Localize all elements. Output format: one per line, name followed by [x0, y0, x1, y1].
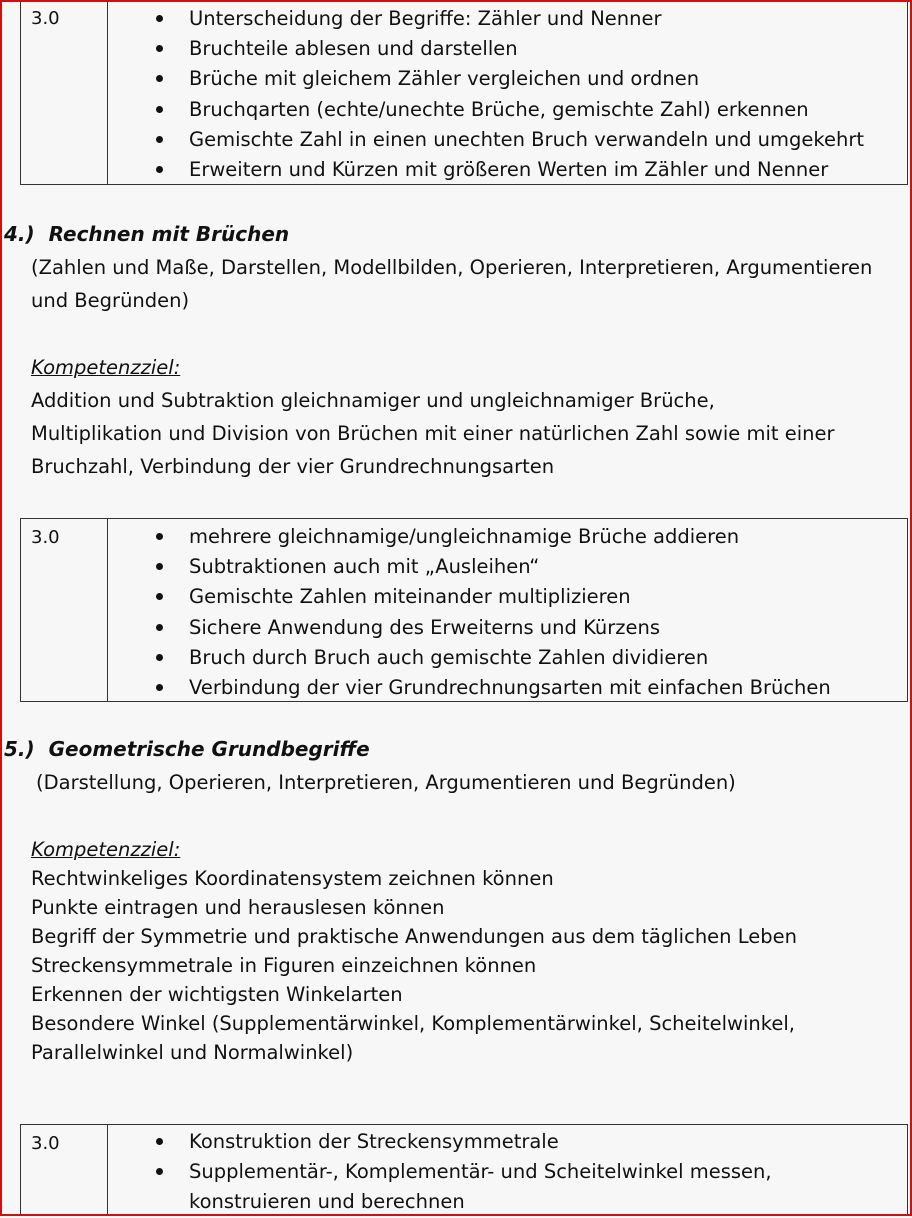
goal-label: Kompetenzziel:: [31, 356, 181, 379]
section-number: 5.): [4, 737, 35, 761]
table-grade-3-fractions-basics: [20, 0, 908, 185]
list-item: Subtraktionen auch mit „Ausleihen“: [189, 552, 897, 582]
goal-line: Besondere Winkel (Supplementärwinkel, Komplementärwinkel, Scheitelwinkel,: [31, 1012, 795, 1035]
level-cell: 3.0: [21, 1125, 108, 1216]
list-item: Brüche mit gleichem Zähler vergleichen und ordnen: [189, 64, 897, 94]
goal-label: Kompetenzziel:: [31, 838, 181, 861]
list-item: Verbindung der vier Grundrechnungsarten mit einfachen Brüchen: [189, 673, 897, 703]
goal-line: Multiplikation und Division von Brüchen mit einer natürlichen Zahl sowie mit einer: [31, 422, 835, 445]
section-heading: [4, 737, 370, 761]
bullet-list: [189, 4, 897, 185]
goal-line: Addition und Subtraktion gleichnamiger und ungleichnamiger Brüche,: [31, 389, 715, 412]
section-heading: [4, 222, 289, 246]
table-grade-3-geometry: [20, 1124, 908, 1216]
goal-line: Bruchzahl, Verbindung der vier Grundrechnungsarten: [31, 455, 555, 478]
list-item: Bruchqarten (echte/unechte Brüche, gemischte Zahl) erkennen: [189, 95, 897, 125]
list-item: Konstruktion der Streckensymmetrale: [189, 1127, 897, 1157]
list-item: Bruch durch Bruch auch gemischte Zahlen dividieren: [189, 643, 897, 673]
goal-line: Begriff der Symmetrie und praktische Anwendungen aus dem täglichen Leben: [31, 925, 797, 948]
competency-areas: (Darstellung, Operieren, Interpretieren, Argumentieren und Begründen): [36, 771, 736, 794]
section-title: Geometrische Grundbegriffe: [48, 737, 370, 761]
list-item: Gemischte Zahlen miteinander multiplizieren: [189, 582, 897, 612]
bullet-list: [189, 522, 897, 703]
list-item: Supplementär-, Komplementär- und Scheitelwinkel messen, konstruieren und berechnen: [189, 1157, 889, 1217]
goal-line: Streckensymmetrale in Figuren einzeichnen können: [31, 954, 537, 977]
list-item: Unterscheidung der Begriffe: Zähler und Nenner: [189, 4, 897, 34]
section-title: Rechnen mit Brüchen: [48, 222, 290, 246]
level-cell: 3.0: [21, 519, 108, 701]
competency-areas-cont: und Begründen): [31, 289, 190, 312]
competency-areas: (Zahlen und Maße, Darstellen, Modellbilden, Operieren, Interpretieren, Argumentieren: [31, 256, 873, 279]
list-item: Bruchteile ablesen und darstellen: [189, 34, 897, 64]
section-number: 4.): [4, 222, 35, 246]
bullet-list: [189, 1127, 897, 1218]
list-item: Erweitern und Kürzen mit größeren Werten im Zähler und Nenner: [189, 155, 897, 185]
goal-line: Rechtwinkeliges Koordinatensystem zeichnen können: [31, 867, 554, 890]
table-grade-3-fraction-arithmetic: [20, 518, 908, 702]
list-item: mehrere gleichnamige/ungleichnamige Brüche addieren: [189, 522, 897, 552]
goal-line: Punkte eintragen und herauslesen können: [31, 896, 445, 919]
list-item: Gemischte Zahl in einen unechten Bruch verwandeln und umgekehrt: [189, 125, 897, 155]
list-item: Sichere Anwendung des Erweiterns und Kürzens: [189, 613, 897, 643]
level-cell: 3.0: [21, 0, 108, 184]
goal-line: Parallelwinkel und Normalwinkel): [31, 1041, 354, 1064]
goal-line: Erkennen der wichtigsten Winkelarten: [31, 983, 403, 1006]
